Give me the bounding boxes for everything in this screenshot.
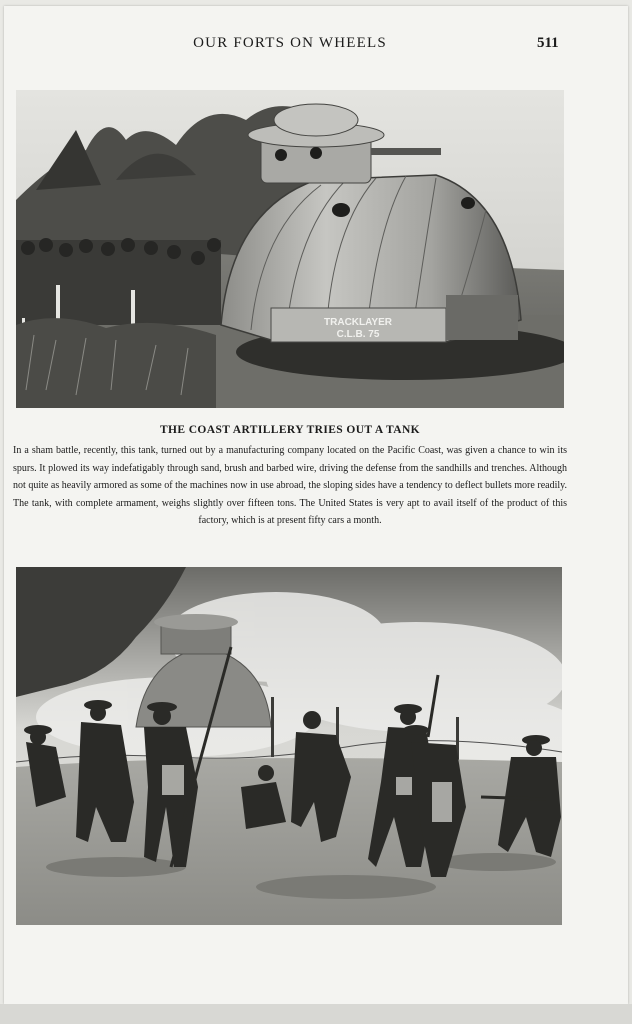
- tank-lettering-1: TRACKLAYER: [324, 317, 392, 328]
- caption-title: THE COAST ARTILLERY TRIES OUT A TANK: [159, 424, 421, 436]
- page-bottom-edge: [0, 1004, 632, 1024]
- page-number: 511: [537, 35, 559, 51]
- tank-photo-drawing: [16, 90, 564, 408]
- caption-body: In a sham battle, recently, this tank, turned out by a manufacturing company located on the Pacific Coast, was given a chance to win its spurs. It plowed its way indefatigably through sand, brush and barbed wire, driving the defense from the sandhills and trenches. Although not quite as heavily armored as some of the machines now in use abroad, the sloping sides have a tendency to deflect bullets more readily. The tank, with complete armament, weighs slightly over fifteen tons. The United States is very apt to avail itself of the product of this factory, which is at present fifty cars a month.: [13, 445, 567, 526]
- battle-photo-drawing: [16, 567, 562, 925]
- tank-photo: [16, 90, 564, 408]
- tank-lettering-2: C.L.B. 75: [336, 329, 380, 340]
- running-header: OUR FORTS ON WHEELS: [193, 35, 387, 51]
- battle-photo: [16, 567, 562, 925]
